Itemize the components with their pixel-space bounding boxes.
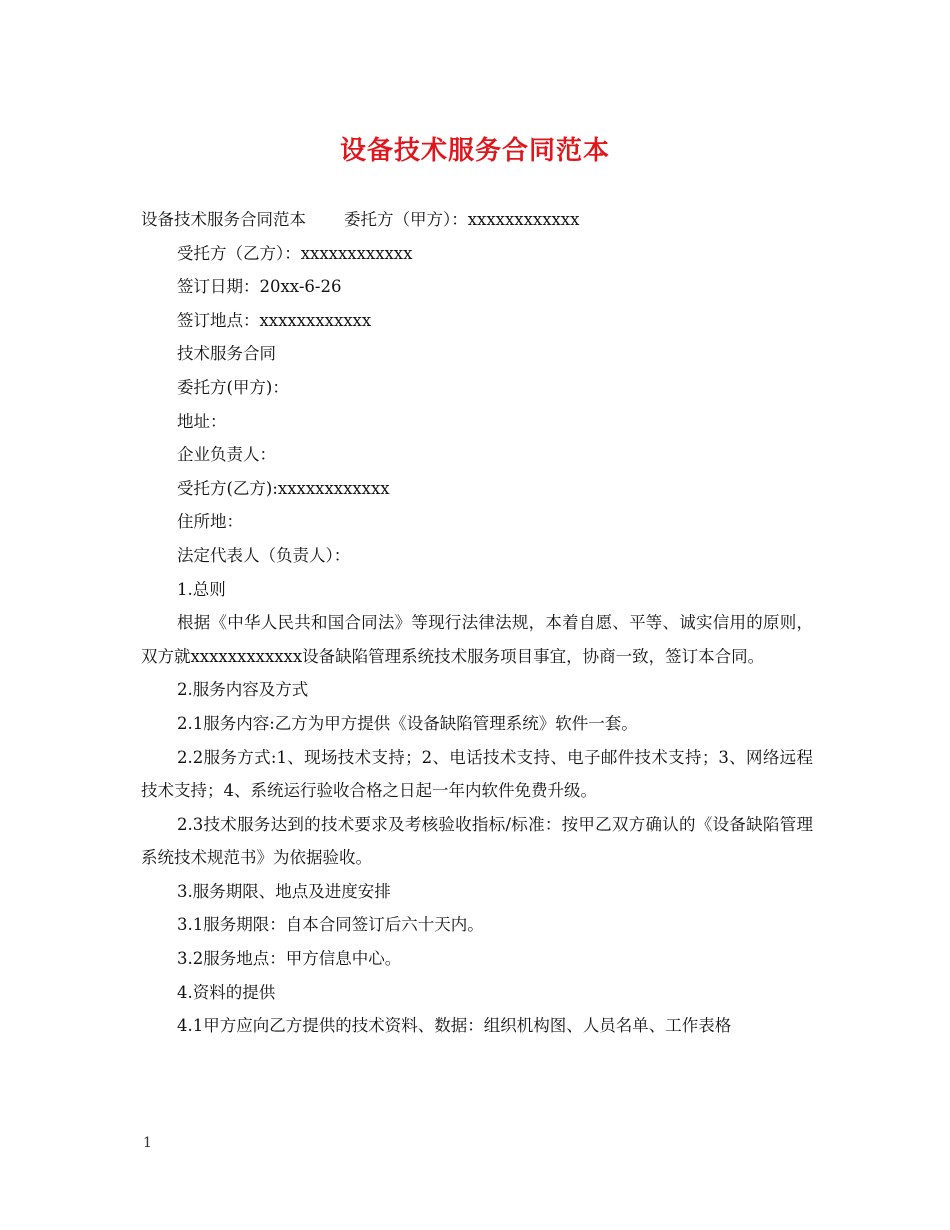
paragraph: 3.2服务地点：甲方信息中心。 <box>177 949 402 969</box>
paragraph: 地址： <box>177 411 227 431</box>
paragraph: 2.1服务内容:乙方为甲方提供《设备缺陷管理系统》软件一套。 <box>177 713 638 733</box>
paragraph: 3.1服务期限：自本合同签订后六十天内。 <box>177 915 484 935</box>
page-number: 1 <box>143 1135 152 1151</box>
paragraph: 委托方(甲方)： <box>177 377 289 397</box>
first-line-left: 设备技术服务合同范本 <box>141 210 306 229</box>
paragraph: 法定代表人（负责人）： <box>177 545 351 565</box>
paragraph: 技术服务合同 <box>177 344 276 364</box>
paragraph: 2.2服务方式:1、现场技术支持；2、电话技术支持、电子邮件技术支持；3、网络远程技术支持；4、系统运行验收合格之日起一年内软件免费升级。 <box>141 747 813 801</box>
paragraph: 签订地点：xxxxxxxxxxxx <box>177 310 372 330</box>
document-body <box>141 203 813 1043</box>
first-line <box>141 203 813 237</box>
section-heading: 2.服务内容及方式 <box>177 680 309 700</box>
section-heading: 4.资料的提供 <box>177 982 276 1002</box>
section-heading: 3.服务期限、地点及进度安排 <box>177 881 391 901</box>
first-line-right: 委托方（甲方）：xxxxxxxxxxxx <box>344 210 580 229</box>
paragraph: 受托方(乙方):xxxxxxxxxxxx <box>177 478 390 498</box>
paragraph: 受托方（乙方）：xxxxxxxxxxxx <box>177 243 413 263</box>
paragraph: 4.1甲方应向乙方提供的技术资料、数据：组织机构图、人员名单、工作表格 <box>177 1016 732 1036</box>
section-heading: 1.总则 <box>177 579 226 599</box>
paragraph: 住所地： <box>177 512 243 532</box>
paragraph: 签订日期：20xx-6-26 <box>177 277 342 297</box>
paragraph: 2.3技术服务达到的技术要求及考核验收指标/标准：按甲乙双方确认的《设备缺陷管理系统技术规范书》为依据验收。 <box>141 814 813 868</box>
document-title: 设备技术服务合同范本 <box>339 136 610 166</box>
paragraph: 企业负责人： <box>177 445 276 465</box>
paragraph: 根据《中华人民共和国合同法》等现行法律法规，本着自愿、平等、诚实信用的原则，双方就xxxxxxxxxxxx设备缺陷管理系统技术服务项目事宜，协商一致，签订本合同。 <box>141 613 813 666</box>
